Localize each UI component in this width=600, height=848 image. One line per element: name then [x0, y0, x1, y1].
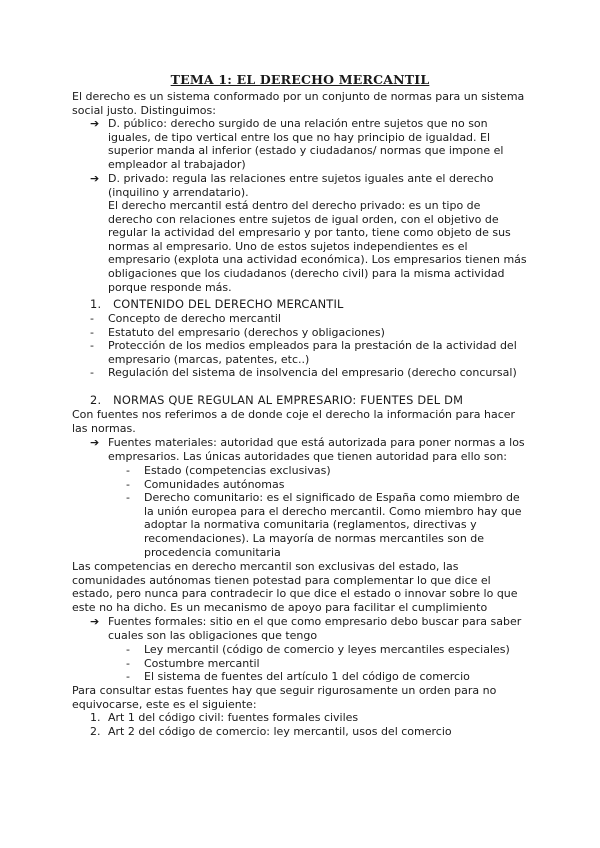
bullet-fuentes-materiales	[90, 436, 527, 463]
section1-number: 1.	[90, 297, 102, 311]
dash-bullet: -	[126, 477, 130, 491]
mercantil-paragraph: El derecho mercantil está dentro del derecho privado: es un tipo de derecho con relaciones entre sujetos de igual orden, con el objetivo de regular la actividad del empresario y por tanto, tiene como objeto de sus normas al empresario. Uno de estos sujetos independientes es el empresario (explota una actividad económica). Los empresarios tienen más obligaciones que los ciudadanos (derecho civil) para la misma actividad porque responde más.	[108, 199, 527, 294]
dash-bullet: -	[126, 656, 130, 670]
arrow-bullet-icon: ➔	[90, 117, 100, 130]
intro-paragraph: El derecho es un sistema conformado por un conjunto de normas para un sistema social justo. Distinguimos:	[72, 90, 525, 117]
dash-bullet: -	[126, 670, 130, 684]
materiales-list	[126, 464, 528, 559]
list-item: - Estado (competencias exclusivas)	[126, 464, 331, 477]
list-item: - Derecho comunitario: es el significado de España como miembro de la unión europea para el derecho mercantil. Como miembro hay que adoptar la normativa comunitaria (reglamentos, directivas y recomendaciones). La mayoría de normas mercantiles son de procedencia comunitaria	[126, 491, 522, 559]
list-item: - El sistema de fuentes del artículo 1 del código de comercio	[126, 670, 470, 684]
document-title: TEMA 1: EL DERECHO MERCANTIL	[170, 72, 430, 87]
section1-list	[90, 312, 527, 380]
list-item: - Estatuto del empresario (derechos y obligaciones)	[90, 325, 385, 339]
arrow-bullet-icon: ➔	[90, 172, 100, 185]
section1-title: CONTENIDO DEL DERECHO MERCANTIL	[113, 297, 344, 311]
section2-title: NORMAS QUE REGULAN AL EMPRESARIO: FUENTES DEL DM	[113, 393, 464, 407]
formales-list	[126, 643, 528, 684]
list-item: - Concepto de derecho mercantil	[90, 312, 281, 325]
d-publico-text: D. público: derecho surgido de una relación entre sujetos que no son iguales, de tipo vertical entre los que no hay principio de igualdad. El superior manda al inferior (estado y ciudadanos/ normas que impone el empleador al trabajador)	[108, 117, 504, 171]
list-number: 2.	[90, 724, 101, 738]
list-item: - Protección de los medios empleados para la prestación de la actividad del empresario (marcas, patentes, etc..)	[90, 339, 517, 366]
dash-bullet: -	[90, 325, 94, 339]
competencias-paragraph: Las competencias en derecho mercantil son exclusivas del estado, las comunidades autónomas tienen potestad para complementar lo que dice el estado, pero nunca para contradecir lo que dice el estado o innovar sobre lo que este no ha dicho. Es un mecanismo de apoyo para facilitar el cumplimiento	[72, 560, 518, 614]
dash-bullet: -	[90, 339, 94, 353]
dash-bullet: -	[126, 491, 130, 505]
fuentes-materiales-text: Fuentes materiales: autoridad que está autorizada para poner normas a los empresarios. Las únicas autoridades que tienen autoridad para ello son:	[108, 436, 525, 463]
bullet-fuentes-formales	[90, 615, 527, 642]
list-item: - Regulación del sistema de insolvencia del empresario (derecho concursal)	[90, 366, 517, 380]
fuentes-formales-text: Fuentes formales: sitio en el que como empresario debo buscar para saber cuales son las obligaciones que tengo	[108, 615, 522, 642]
orden-list	[90, 711, 527, 738]
section2-heading	[90, 394, 463, 408]
list-item: 2. Art 2 del código de comercio: ley mercantil, usos del comercio	[90, 724, 452, 738]
arrow-bullet-icon: ➔	[90, 615, 100, 628]
section1-heading	[90, 298, 344, 312]
dash-bullet: -	[90, 312, 94, 325]
consultar-paragraph: Para consultar estas fuentes hay que seguir rigurosamente un orden para no equivocarse, este es el siguiente:	[72, 684, 497, 711]
bullet-d-publico	[90, 117, 527, 171]
section2-number: 2.	[90, 393, 102, 407]
bullet-d-privado	[90, 172, 527, 199]
arrow-bullet-icon: ➔	[90, 436, 100, 449]
list-item: 1. Art 1 del código civil: fuentes formales civiles	[90, 711, 359, 724]
dash-bullet: -	[126, 464, 130, 477]
list-item: - Costumbre mercantil	[126, 656, 260, 670]
list-item: - Ley mercantil (código de comercio y leyes mercantiles especiales)	[126, 643, 510, 656]
dash-bullet: -	[126, 643, 130, 656]
list-item: - Comunidades autónomas	[126, 477, 285, 491]
dash-bullet: -	[90, 366, 94, 380]
section2-intro: Con fuentes nos referimos a de donde coje el derecho la información para hacer las normas.	[72, 408, 516, 435]
d-privado-text: D. privado: regula las relaciones entre sujetos iguales ante el derecho (inquilino y arrendatario).	[108, 172, 494, 199]
list-number: 1.	[90, 711, 101, 724]
